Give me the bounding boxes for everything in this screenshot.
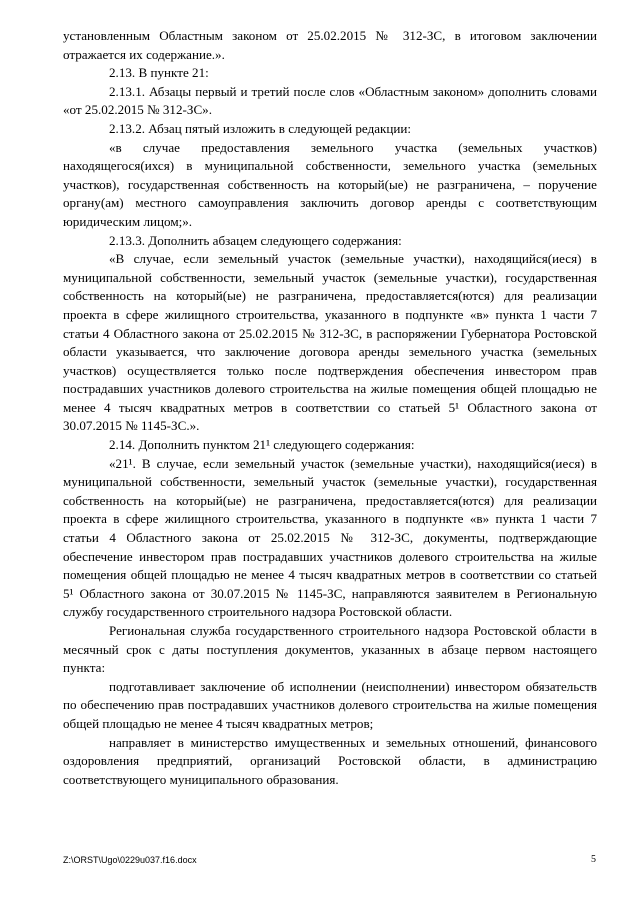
paragraph-10: Региональная служба государственного строительного надзора Ростовской области в месячный срок с даты поступления документов, указанных в абзаце первом настоящего пункта: bbox=[63, 623, 597, 676]
paragraph-1: установленным Областным законом от 25.02.2015 № 312-ЗС, в итоговом заключении отражается их содержание.». bbox=[63, 28, 597, 62]
paragraph-3: 2.13.1. Абзацы первый и третий после слов «Областным законом» дополнить словами «от 25.02.2015 № 312-ЗС». bbox=[63, 83, 597, 118]
paragraph-9: «21¹. В случае, если земельный участок (земельные участки), находящийся(иеся) в муниципальной собственности, земельный участок (земельные участки), государственная собственность на который(ые) не разграничена, предоставляется(ются) для реализации проекта в сфере жилищного строительства, указанного в подпункте «в» пункта 1 части 7 статьи 4 Областного закона от 25.02.2015 № 312-ЗС, документы, подтверждающие обеспечение инвестором прав пострадавших участников долевого строительства на жилые помещения общей площадью не менее 4 тысяч квадратных метров в соответствии со статьей 5¹ Областного закона от 30.07.2015 № 1145-ЗС, направляются заявителем в Региональную службу государственного строительного надзора Ростовской области. bbox=[63, 455, 597, 620]
paragraph-7: «В случае, если земельный участок (земельные участки), находящийся(иеся) в муниципальной собственности, земельный участок (земельные участки), государственная собственность на который(ые) не разграничена, предоставляется(ются) для реализации проекта в сфере жилищного строительства, указанного в подпункте «в» пункта 1 части 7 статьи 4 Областного закона от 25.02.2015 № 312-ЗС, в распоряжении Губернатора Ростовской области указывается, что заключение договора аренды земельного участка (земельных участков) осуществляется только после подтверждения обеспечения инвестором прав пострадавших участников долевого строительства на жилые помещения общей площадью не менее 4 тысяч квадратных метров в соответствии со статьей 5¹ Областного закона от 30.07.2015 № 1145-ЗС.». bbox=[63, 251, 597, 434]
paragraph-6: 2.13.3. Дополнить абзацем следующего содержания: bbox=[109, 232, 402, 248]
footer-file-path: Z:\ORST\Ugo\0229u037.f16.docx bbox=[63, 855, 197, 865]
paragraph-8: 2.14. Дополнить пунктом 21¹ следующего содержания: bbox=[109, 437, 415, 453]
paragraph-4: 2.13.2. Абзац пятый изложить в следующей редакции: bbox=[109, 120, 412, 136]
paragraph-2: 2.13. В пункте 21: bbox=[109, 65, 209, 81]
document-body bbox=[63, 27, 597, 789]
page-number: 5 bbox=[591, 854, 596, 865]
paragraph-12: направляет в министерство имущественных и земельных отношений, финансового оздоровления предприятий, организаций Ростовской области, в администрацию соответствующего муниципального образования. bbox=[63, 734, 597, 787]
paragraph-11: подготавливает заключение об исполнении (неисполнении) инвестором обязательств по обеспечению прав пострадавших участников долевого строительства на жилые помещения общей площадью не менее 4 тысяч квадратных метров; bbox=[63, 678, 597, 731]
paragraph-5: «в случае предоставления земельного участка (земельных участков) находящегося(ихся) в муниципальной собственности, земельного участка (земельных участков), государственная собственность на который(ые) не разграничена, – поручение органу(ам) местного самоуправления заключить договор аренды с соответствующим юридическим лицом;». bbox=[63, 139, 597, 229]
